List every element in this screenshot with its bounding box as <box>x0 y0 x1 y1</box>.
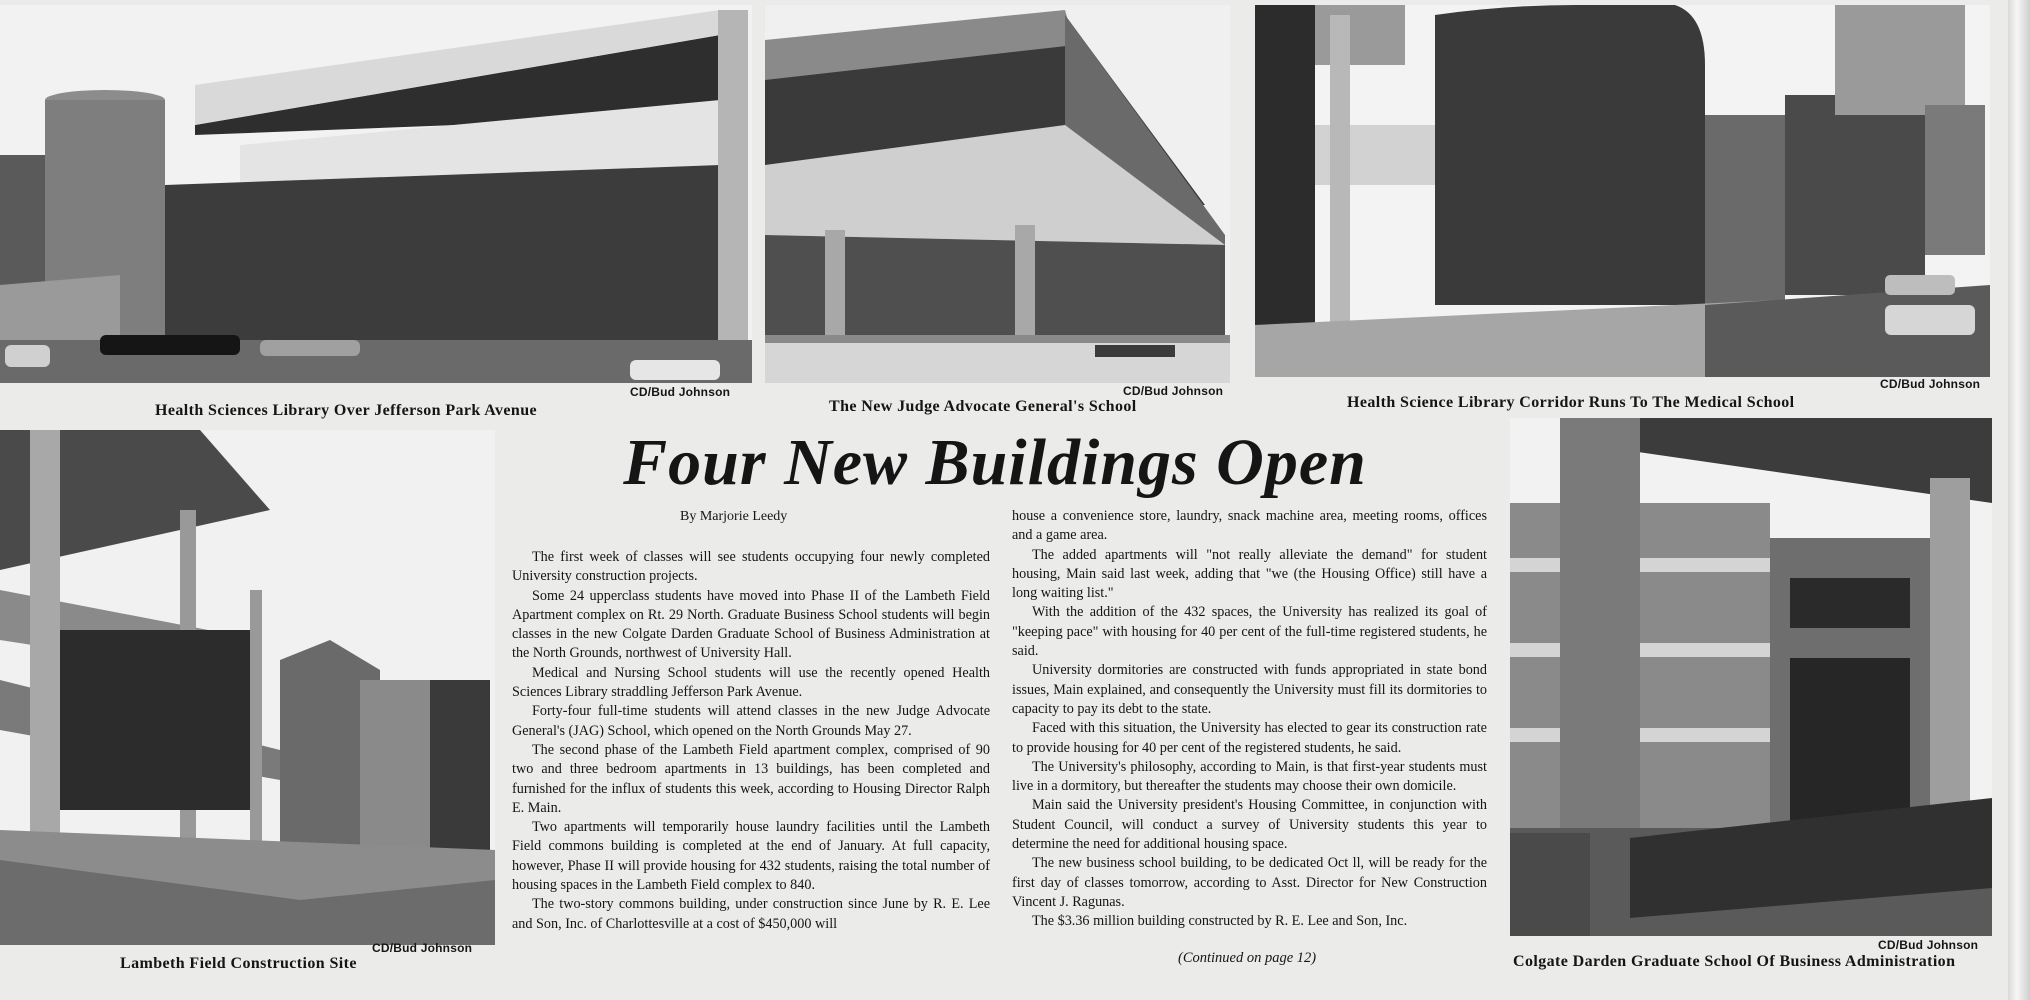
photo-2-credit: CD/Bud Johnson <box>1123 384 1224 398</box>
photo-library-corridor <box>1255 5 1990 377</box>
article-paragraph: With the addition of the 432 spaces, the University has realized its goal of "keeping pace" with housing for 40 per cent of the full-time registered students, he said. <box>1012 604 1487 660</box>
photo-5-caption: Colgate Darden Graduate School Of Business Administration <box>1513 953 1956 970</box>
photo-lambeth-field-construction <box>0 430 495 945</box>
continued-note: (Continued on page 12) <box>1178 950 1317 966</box>
article-paragraph: Forty-four full-time students will attend classes in the new Judge Advocate General's (JAG) School, which opened on the North Grounds May 27. <box>512 703 990 739</box>
article-paragraph: The $3.36 million building constructed by R. E. Lee and Son, Inc. <box>1032 913 1408 930</box>
photo-5-credit: CD/Bud Johnson <box>1878 938 1979 952</box>
photo-3-caption: Health Science Library Corridor Runs To The Medical School <box>1347 394 1795 411</box>
article-column-1 <box>512 548 990 934</box>
article-paragraph: The first week of classes will see students occupying four newly completed University construction projects. <box>512 549 990 585</box>
article-paragraph: Medical and Nursing School students will use the recently opened Health Sciences Library straddling Jefferson Park Avenue. <box>512 664 990 701</box>
article-paragraph: The added apartments will "not really alleviate the demand" for student housing, Main said last week, adding that "we (the Housing Office) still have a long waiting list." <box>1012 546 1487 602</box>
photo-3-credit: CD/Bud Johnson <box>1880 377 1981 391</box>
page-fold-edge <box>2008 0 2030 1000</box>
article-paragraph: The second phase of the Lambeth Field apartment complex, comprised of 90 two and three bedroom apartments in 13 buildings, has been completed and furnished for the influx of students this week, according to Housing Director Ralph E. Main. <box>512 741 990 816</box>
photo-1-caption: Health Sciences Library Over Jefferson Park Avenue <box>155 402 538 419</box>
photo-jag-school <box>765 5 1230 383</box>
article-paragraph: The two-story commons building, under construction since June by R. E. Lee and Son, Inc. of Charlottesville at a cost of $450,000 will <box>512 896 990 932</box>
photo-colgate-darden-school <box>1510 418 1992 936</box>
article-paragraph: The new business school building, to be dedicated Oct ll, will be ready for the first day of classes tomorrow, according to Asst. Director for New Construction Vincent J. Ragunas. <box>1012 855 1487 910</box>
article-paragraph: house a convenience store, laundry, snack machine area, meeting rooms, offices and a game area. <box>1012 508 1487 544</box>
article-paragraph: Faced with this situation, the University has elected to gear its construction rate to provide housing for 40 per cent of the registered students, he said. <box>1012 720 1487 756</box>
article-paragraph: University dormitories are constructed with funds appropriated in state bond issues, Main explained, and consequently the University must fill its dormitories to capacity to pay its debt to the state. <box>1012 662 1487 717</box>
photo-2-caption: The New Judge Advocate General's School <box>829 398 1137 415</box>
article-column-2 <box>1012 507 1487 932</box>
article-byline: By Marjorie Leedy <box>680 509 788 524</box>
article-paragraph: Main said the University president's Housing Committee, in conjunction with Student Council, will conduct a survey of University students this year to determine the need for additional housing space. <box>1012 797 1487 853</box>
photo-health-sciences-library <box>0 5 752 383</box>
article-paragraph: Two apartments will temporarily house laundry facilities until the Lambeth Field commons building is completed at the end of January. At full capacity, however, Phase II will provide housing for 432 students, raising the total number of housing spaces in the Lambeth Field complex to 840. <box>512 819 990 894</box>
article-paragraph: Some 24 upperclass students have moved into Phase II of the Lambeth Field Apartment complex on Rt. 29 North. Graduate Business School students will begin classes in the new Colgate Darden Graduate School of Business Administration at the North Grounds, northwest of University Hall. <box>512 587 990 662</box>
photo-1-credit: CD/Bud Johnson <box>630 385 731 399</box>
article-paragraph: The University's philosophy, according to Main, is that first-year students must live in a dormitory, but thereafter the students may choose their own domicile. <box>1012 758 1487 795</box>
article-headline: Four New Buildings Open <box>623 426 1367 499</box>
photo-4-credit: CD/Bud Johnson <box>372 941 473 955</box>
photo-4-caption: Lambeth Field Construction Site <box>120 955 357 972</box>
